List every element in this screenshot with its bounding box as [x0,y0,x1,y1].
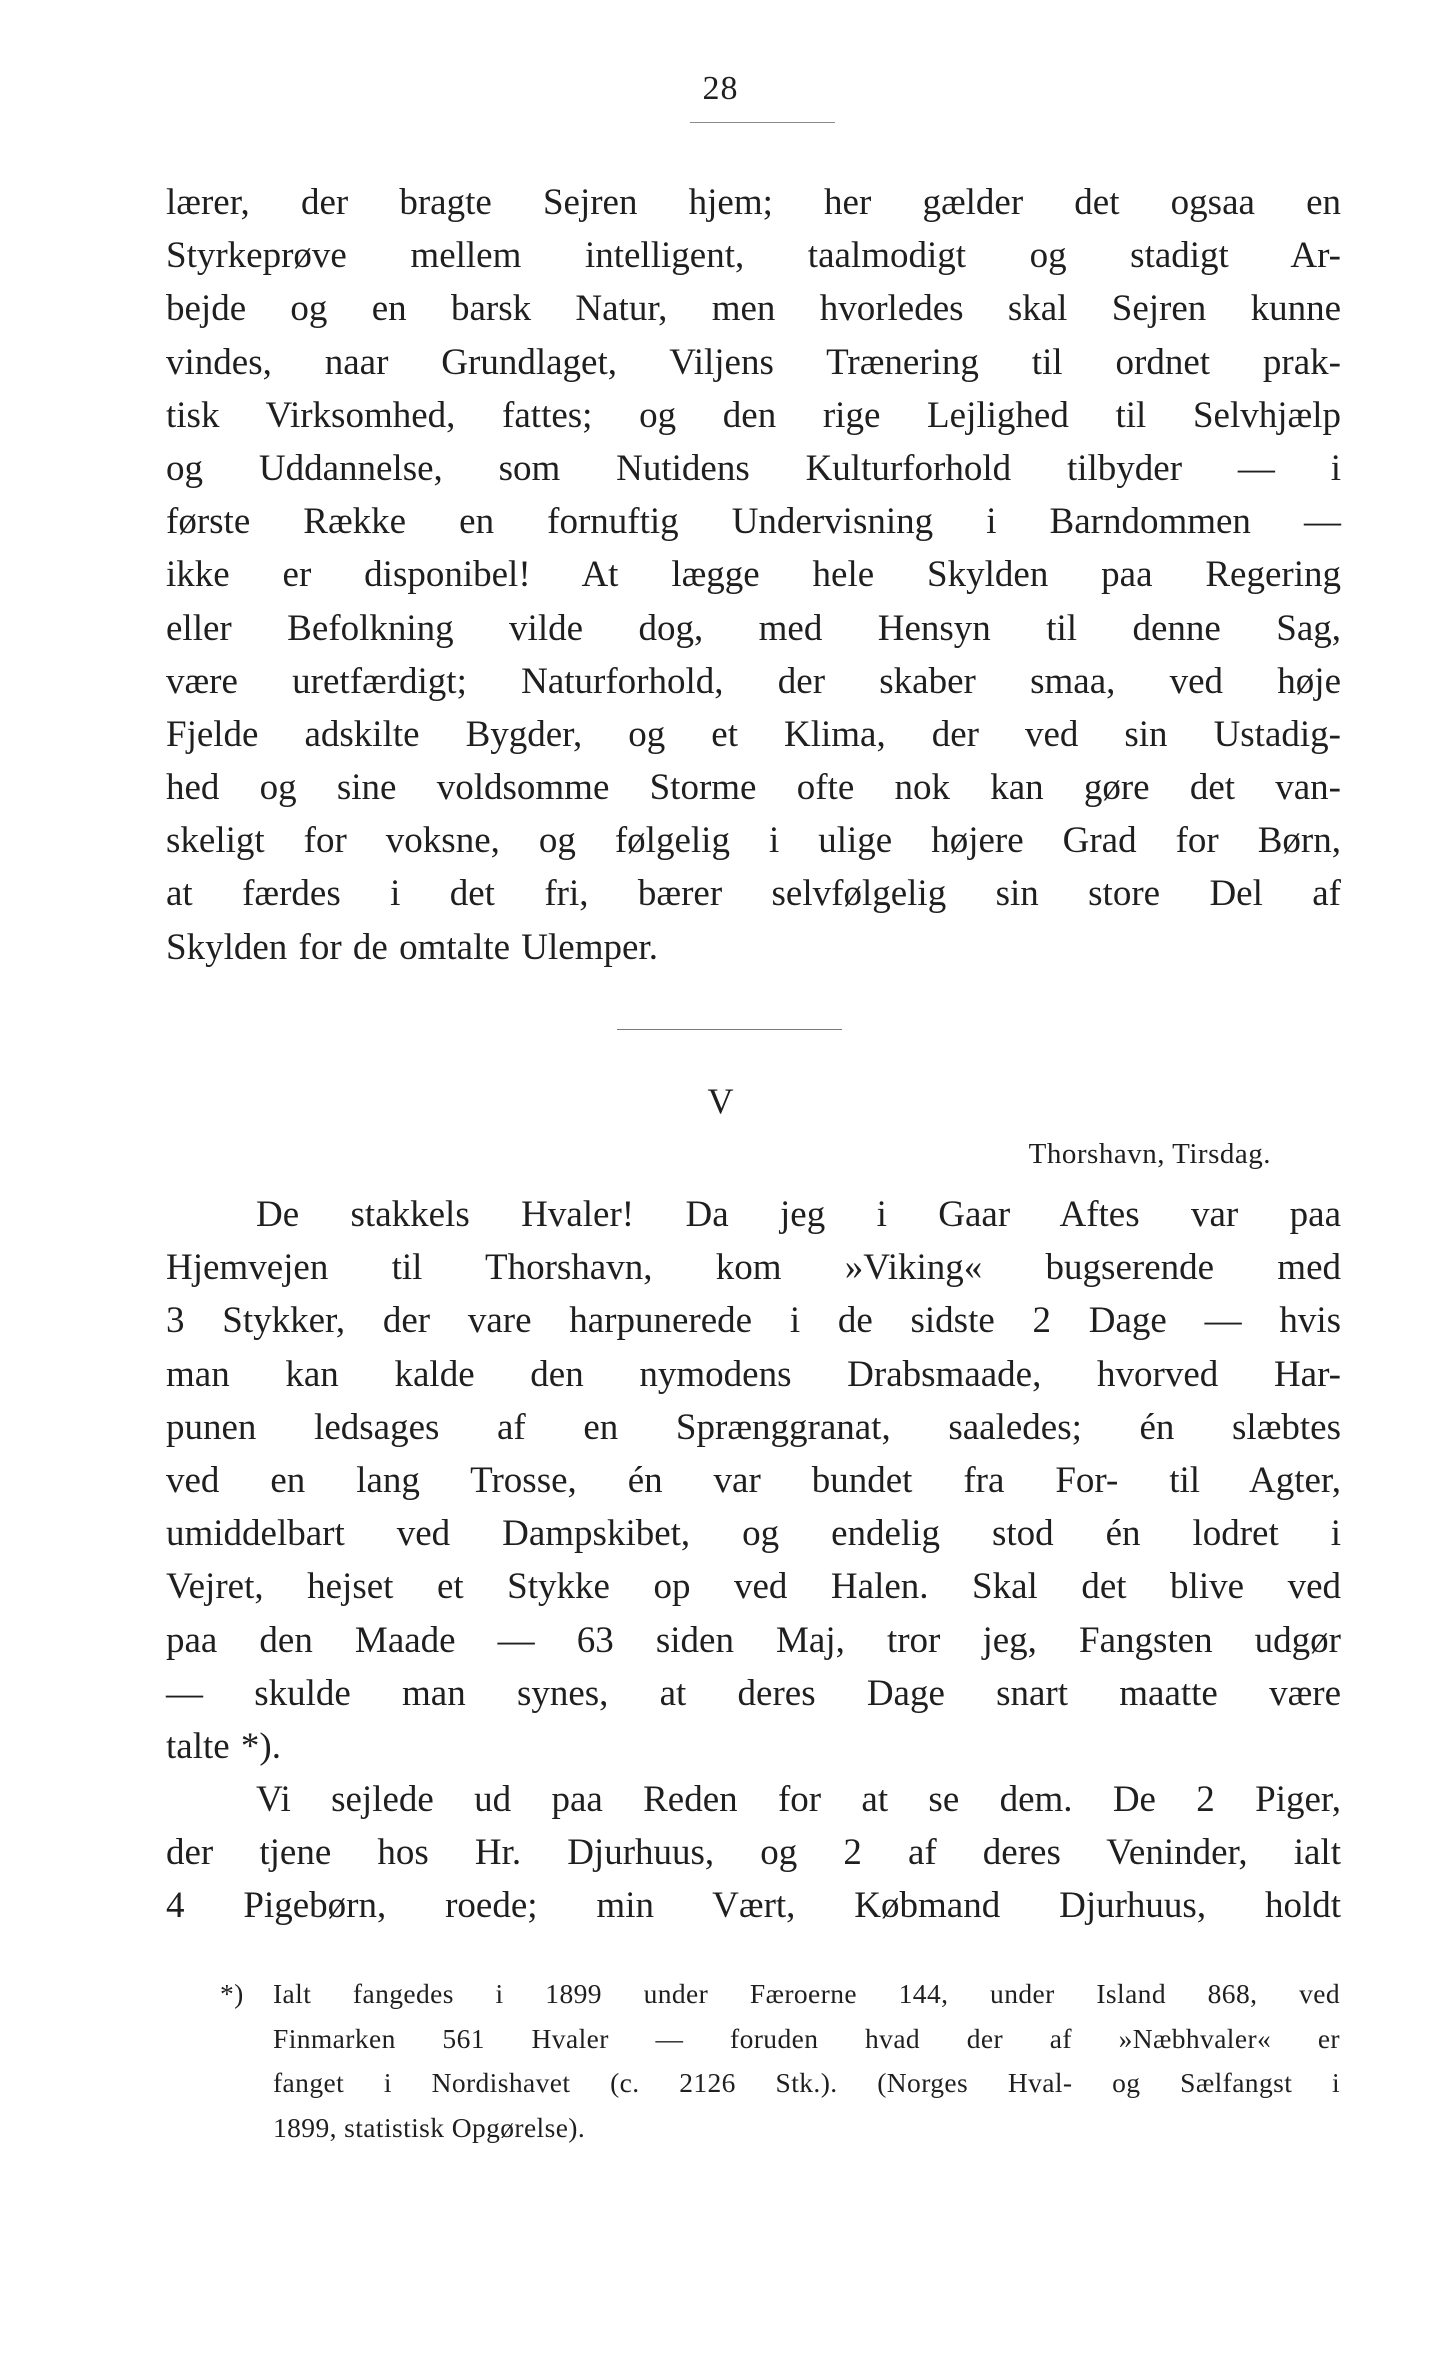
text-line: Fjelde adskilte Bygder, og et Klima, der ved sin Ustadig- [166,713,1341,755]
text-line: Styrkeprøve mellem intelligent, taalmodigt og stadigt Ar- [166,235,1341,277]
footnote-line [220,1972,1340,2017]
text-line: Hjemvejen til Thorshavn, kom »Viking« bugserende med [166,1247,1341,1289]
footnote-line: fanget i Nordishavet (c. 2126 Stk.). (Norges Hval- og Sælfangst i [273,2067,1340,2098]
text-line: 3 Stykker, der vare harpunerede i de sidste 2 Dage — hvis [166,1300,1341,1342]
text-line: Vi sejlede ud paa Reden for at se dem. De 2 Piger, [256,1779,1341,1820]
footnote-line: 1899, statistisk Opgørelse). [273,2111,586,2143]
section-divider [617,1029,842,1030]
paragraph-1 [166,176,1341,974]
text-line: bejde og en barsk Natur, men hvorledes skal Sejren kunne [166,288,1341,330]
page-number: 28 [702,70,739,107]
text-line: tisk Virksomhed, fattes; og den rige Lejlighed til Selvhjælp [166,394,1341,436]
text-line: Skylden for de omtalte Ulemper. [166,926,658,968]
footnote-line: Finmarken 561 Hvaler — foruden hvad der af »Næbhvaler« er [273,2022,1340,2054]
text-line: eller Befolkning vilde dog, med Hensyn til denne Sag, [166,607,1341,649]
dateline: Thorshavn, Tirsdag. [1028,1138,1271,1170]
text-line: umiddelbart ved Dampskibet, og endelig stod én lodret i [166,1513,1341,1555]
paragraph-3 [166,1773,1341,1933]
text-line: De stakkels Hvaler! Da jeg i Gaar Aftes var paa [256,1194,1341,1235]
text-line: første Række en fornuftig Undervisning i Barndommen — [166,501,1341,543]
text-line: talte *). [166,1725,282,1767]
page-number-rule [690,122,835,123]
text-line: og Uddannelse, som Nutidens Kulturforhold tilbyder — i [166,447,1341,489]
text-line: lærer, der bragte Sejren hjem; her gælder det ogsaa en [166,182,1341,223]
text-line: ikke er disponibel! At lægge hele Skylden paa Regering [166,554,1341,596]
section-numeral: V [707,1081,734,1121]
text-line: der tjene hos Hr. Djurhuus, og 2 af deres Veninder, ialt [166,1832,1341,1874]
text-line: være uretfærdigt; Naturforhold, der skaber smaa, ved høje [166,660,1341,702]
text-line: 4 Pigebørn, roede; min Vært, Købmand Djurhuus, holdt [166,1885,1341,1927]
paragraph-2 [166,1188,1341,1773]
text-line: punen ledsages af en Sprænggranat, saaledes; én slæbtes [166,1406,1341,1448]
text-line: — skulde man synes, at deres Dage snart maatte være [166,1672,1341,1714]
text-line: Vejret, hejset et Stykke op ved Halen. Skal det blive ved [166,1566,1341,1608]
text-line: paa den Maade — 63 siden Maj, tror jeg, Fangsten udgør [166,1619,1341,1661]
text-line: skeligt for voksne, og følgelig i ulige højere Grad for Børn, [166,820,1341,862]
text-line: hed og sine voldsomme Storme ofte nok kan gøre det van- [166,767,1341,809]
text-line: vindes, naar Grundlaget, Viljens Trænering til ordnet prak- [166,341,1341,383]
footnote-text: Ialt fangedes i 1899 under Færoerne 144, under Island 868, ved [273,1978,1340,2009]
text-line: ved en lang Trosse, én var bundet fra For- til Agter, [166,1459,1341,1501]
text-line: at færdes i det fri, bærer selvfølgelig sin store Del af [166,873,1341,915]
footnote-marker: *) [220,1978,244,2009]
footnote [220,1972,1340,2150]
text-line: man kan kalde den nymodens Drabsmaade, hvorved Har- [166,1353,1341,1395]
